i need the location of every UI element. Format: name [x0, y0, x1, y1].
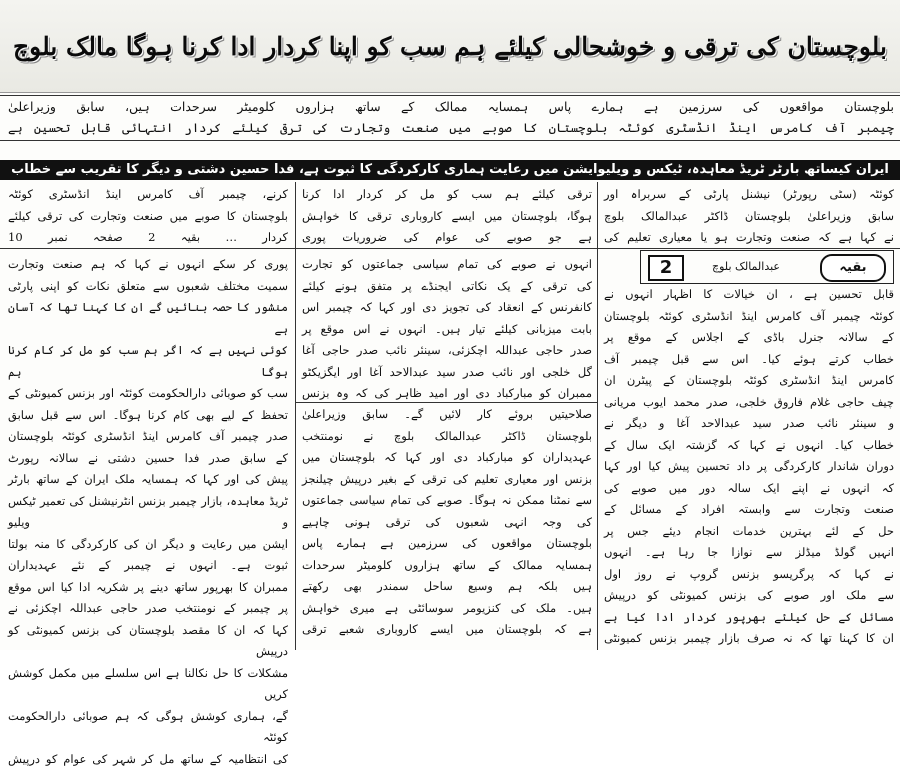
- text-line: کی ترقی کے یک نکاتی ایجنڈے پر متفق ہونے کیلئے: [302, 276, 592, 298]
- text-line: بلوچستان مواقعوں کی سرزمین ہے ہمارے پاس: [302, 533, 592, 555]
- headline: بلوچستان کی ترقی و خوشحالی کیلئے ہم سب کو اپنا کردار ادا کرنا ہوگا مالک بلوچ: [13, 32, 887, 61]
- column-rule: [597, 182, 598, 650]
- column-middle-upper: [302, 254, 592, 400]
- text-line: پیش کی اور کہا کہ ہمسایہ ملک ایران کے ساتھ بارٹر: [8, 469, 288, 491]
- text-line: بلوچستان کا صوبے میں صنعت وتجارت کی ترقی کیلئے: [8, 206, 288, 228]
- text-line: عہدیداران کو مبارکباد دی اور کہا کہ بلوچستان میں: [302, 447, 592, 469]
- text-line: کے سالانہ جنرل باڈی کے اجلاس کے موقع پر: [604, 327, 894, 349]
- text-line: دوران شاندار کارکردگی پر داد تحسین پیش کیا اور کہا: [604, 456, 894, 478]
- divider: [296, 402, 597, 403]
- text-line: صلاحیتیں بروئے کار لائیں گے۔ سابق وزیراعلیٰ: [302, 404, 592, 426]
- text-line: سمیت مختلف شعبوں سے متعلق نکات کو اپنی پارٹی: [8, 276, 288, 298]
- text-line: سے نمٹنا ممکن نہ ہوگا۔ صوبے کی تمام سیاسی جماعتوں: [302, 490, 592, 512]
- text-line: تحفظ کے لیے بھی کام کرنا ہوگا۔ اس سے قبل سابق: [8, 405, 288, 427]
- text-line: بزنس اور معیاری تعلیم کی ترقی کے بغیر درپیش چیلنجز: [302, 469, 592, 491]
- subheadline: ایران کیساتھ بارٹر ٹریڈ معاہدہ، ٹیکس و ویلیوایشن میں رعایت ہماری کارکردگی کا ثبوت ہے، فدا حسین دشتی و دیگر کا تقریب سے خطاب: [11, 162, 889, 177]
- text-line: ممبران کو مبارکباد دی اور امید ظاہر کی کہ وہ بزنس: [302, 383, 592, 405]
- text-line: خطاب کیا۔ انہوں نے کہا کہ گزشتہ ایک سال کے: [604, 435, 894, 457]
- top-column-left: [8, 184, 288, 250]
- divider: [0, 95, 900, 96]
- text-line: کی وجہ انہی شعبوں کی ترقی ہونی چاہیے: [302, 512, 592, 534]
- text-line: کامرس اینڈ انڈسٹری کوئٹہ بلوچستان کے پیٹرن ان: [604, 370, 894, 392]
- text-line: چیف حاجی غلام فاروق خلجی، صدر محمد ایوب مریانی: [604, 392, 894, 414]
- text-line: ہمسایہ ممالک کے ساتھ ہزاروں کلومیٹر سرحدات: [302, 555, 592, 577]
- text-line: ٹریڈ معاہدہ، بازار چیمبر بزنس انٹرنیشنل کی تعمیر ٹیکس و ویلیو: [8, 491, 288, 534]
- top-column-right: [604, 184, 894, 250]
- text-line: ان کا کہنا تھا کہ نہ صرف بازار چیمبر بزنس کمیونٹی: [604, 628, 894, 650]
- text-line: قابل تحسین ہے ، ان خیالات کا اظہار انہوں نے: [604, 284, 894, 306]
- text-line: خطاب کرتے ہوئے کیا۔ اس سے قبل چیمبر آف: [604, 349, 894, 371]
- text-line: ایشن میں رعایت و دیگر ان کی کارکردگی کا منہ بولتا: [8, 534, 288, 556]
- text-line: ہے کہ بلوچستان میں ایسے کاروباری شعبے ترقی: [302, 619, 592, 641]
- text-line: ہیں۔ ملک کی کنزیومر سوسائٹی ہے میری خواہش: [302, 598, 592, 620]
- text-line: مسائل کے حل کیلئے بھرپور کردار ادا کیا ہے: [604, 607, 894, 629]
- text-line: کانفرنس کے انعقاد کی تجویز دی اور کہا کہ چیمبر اس: [302, 297, 592, 319]
- text-line: صدر حاجی عبداللہ اچکزئی، سینئر نائب صدر حاجی آغا: [302, 340, 592, 362]
- top-column-middle: [302, 184, 592, 250]
- continued-badge: بقیہ: [820, 254, 886, 282]
- text-line: گل خلجی اور نائب صدر سید عبدالاحد آغا اور ایگزیکٹو: [302, 362, 592, 384]
- text-line: کردار … بقیہ 2 صفحہ نمبر 10: [8, 227, 288, 249]
- text-line: کہ انہوں نے اپنے ایک سالہ دور میں صوبے کی: [604, 478, 894, 500]
- text-line: کرنے، چیمبر آف کامرس اینڈ انڈسٹری کوئٹہ: [8, 184, 288, 206]
- text-line: و سینئر نائب صدر سید عبدالاحد آغا و دیگر نے: [604, 413, 894, 435]
- text-line: ممبران کا بھرپور ساتھ دینے پر شکریہ ادا کیا اس موقع: [8, 577, 288, 599]
- intro-line: بلوچستان مواقعوں کی سرزمین ہے ہمارے پاس ہمسایہ ممالک کے ساتھ ہزاروں کلومیٹر سرحدات ہیں، سابق وزیراعلیٰ: [8, 96, 894, 117]
- text-line: پر چیمبر کے نومنتخب صدر حاجی عبداللہ اچکزئی نے: [8, 598, 288, 620]
- text-line: انہیں گولڈ میڈلز سے نوازا جا رہا ہے۔ انہوں: [604, 542, 894, 564]
- continuation-number: 2: [648, 255, 684, 281]
- text-line: ہوگا، بلوچستان میں ایسے کاروباری ترقی کا خواہش: [302, 206, 592, 228]
- text-line: سابق وزیراعلیٰ بلوچستان ڈاکٹر عبدالمالک بلوچ: [604, 206, 894, 228]
- text-line: ہیں بلکہ ہم وسیع ساحل سمندر بھی رکھتے: [302, 576, 592, 598]
- subheadline-bar: [0, 160, 900, 180]
- text-line: انہوں نے صوبے کی تمام سیاسی جماعتوں کو تجارت: [302, 254, 592, 276]
- text-line: کہا کہ ان کا مقصد بلوچستان کی بزنس کمیونٹی کو درپیش: [8, 620, 288, 663]
- divider: [0, 140, 900, 141]
- text-line: مشکلات کا حل نکالنا ہے اس سلسلے میں مکمل کوشش کریں: [8, 663, 288, 706]
- text-line: کوئٹہ چیمبر آف کامرس اینڈ انڈسٹری کوئٹہ بلوچستان: [604, 306, 894, 328]
- text-line: نے کہا ہے کہ صنعت وتجارت ہو یا معیاری تعلیم کی: [604, 227, 894, 249]
- text-line: پوری کر سکے انہوں نے کہا کہ ہم صنعت وتجارت: [8, 254, 288, 276]
- text-line: صدر چیمبر آف کامرس اینڈ انڈسٹری کوئٹہ بلوچستان: [8, 426, 288, 448]
- text-line: منشور کا حصہ بنائیں گے ان کا کہنا تھا کہ آسان ہے: [8, 297, 288, 340]
- text-line: نے کہا کہ پرگریسو بزنس گروپ نے روز اول: [604, 564, 894, 586]
- text-line: کے سابق صدر فدا حسین دشتی نے سالانہ رپورٹ: [8, 448, 288, 470]
- text-line: ثبوت ہے۔ انہوں نے چیمبر کے نئے عہدیداران: [8, 555, 288, 577]
- intro-deck: [8, 96, 894, 138]
- text-line: کوئی نہیں ہے کہ اگر ہم سب کو مل کر کام کرنا ہوگا ہم: [8, 340, 288, 383]
- column-right: [604, 284, 894, 650]
- text-line: حل کے لئے بہترین خدمات انجام دیئے جس پر: [604, 521, 894, 543]
- text-line: سے ملک اور صوبے کی بزنس کمیونٹی کو درپیش: [604, 585, 894, 607]
- continuation-byline: عبدالمالک بلوچ: [686, 257, 806, 277]
- divider: [0, 248, 900, 249]
- text-line: بابت میزبانی کیلئے تیار ہیں۔ انہوں نے اس موقع پر: [302, 319, 592, 341]
- text-line: کوئٹہ (سٹی رپورٹر) نیشنل پارٹی کے سربراہ اور: [604, 184, 894, 206]
- text-line: گے، ہماری کوشش ہوگی کہ ہم صوبائی دارالحکومت کوئٹہ: [8, 706, 288, 749]
- headline-banner: [0, 0, 900, 93]
- intro-line: چیمبر آف کامرس اینڈ انڈسٹری کوئٹہ بلوچستان کا صوبے میں صنعت وتجارت کی ترقی کیلئے کردار انتہائی قابل تحسین ہے: [8, 117, 894, 138]
- text-line: ہے جو صوبے کی عوام کی ضروریات پوری: [302, 227, 592, 249]
- text-line: صنعت وتجارت سے وابستہ افراد کے مسائل کے: [604, 499, 894, 521]
- text-line: کی انتظامیہ کے ساتھ مل کر شہر کی عوام کو درپیش: [8, 749, 288, 770]
- column-rule: [295, 182, 296, 650]
- text-line: بلوچستان ڈاکٹر عبدالمالک بلوچ نے نومنتخب: [302, 426, 592, 448]
- text-line: ترقی کیلئے ہم سب کو مل کر کردار ادا کرنا: [302, 184, 592, 206]
- column-middle-lower: [302, 404, 592, 650]
- text-line: سب کو صوبائی دارالحکومت کوئٹہ اور بزنس کمیونٹی کے: [8, 383, 288, 405]
- column-left: [8, 254, 288, 650]
